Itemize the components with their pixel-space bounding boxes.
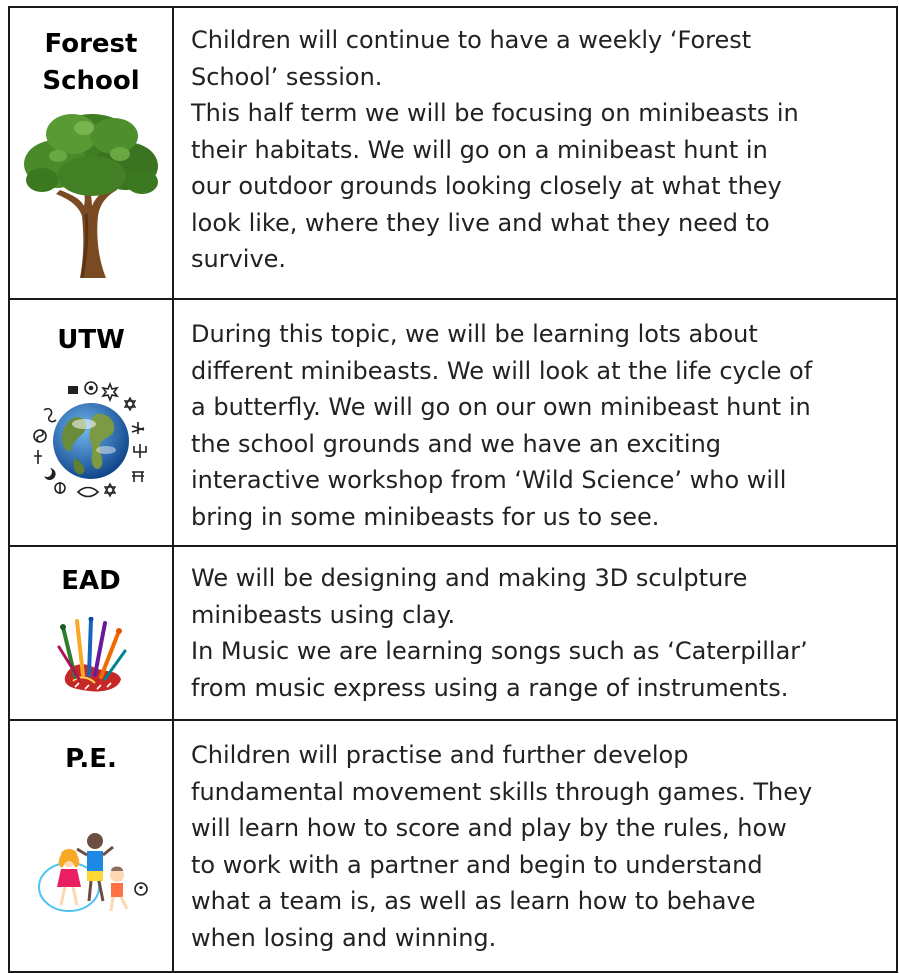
- description-cell: [174, 8, 896, 298]
- world-religions-globe-icon: [26, 376, 156, 506]
- subject-label: P.E.: [65, 744, 117, 774]
- description-cell: [174, 300, 896, 545]
- description-paragraph: We will be designing and making 3D sculpture minibeasts using clay.: [191, 564, 748, 629]
- description-cell: [174, 721, 896, 973]
- description-paragraph: In Music we are learning songs such as ‘Caterpillar’ from music express using a range of instruments.: [191, 637, 808, 702]
- table-row: [10, 547, 896, 721]
- subject-label: EAD: [61, 566, 121, 596]
- description-cell: [174, 547, 896, 719]
- subject-cell: [10, 8, 174, 298]
- table-row: [10, 721, 896, 973]
- table-row: [10, 300, 896, 547]
- subject-label: UTW: [57, 325, 125, 355]
- description-paragraph: This half term we will be focusing on minibeasts in their habitats. We will go on a minibeast hunt in our outdoor grounds looking closely at what they look like, where they live and what they need to survive.: [191, 99, 799, 273]
- subject-cell: [10, 300, 174, 545]
- subject-cell: [10, 547, 174, 719]
- tree-icon: [22, 106, 160, 278]
- art-supplies-icon: [55, 617, 127, 695]
- description-paragraph: During this topic, we will be learning lots about different minibeasts. We will look at the life cycle of a butterfly. We will go on our own minibeast hunt in the school grounds and we have an exciting interactive workshop from ‘Wild Science’ who will bring in some minibeasts for us to see.: [191, 320, 813, 531]
- table-row: [10, 8, 896, 300]
- description-paragraph: Children will continue to have a weekly ‘Forest School’ session.: [191, 26, 752, 91]
- description-paragraph: Children will practise and further develop fundamental movement skills through games. They will learn how to score and play by the rules, how to work with a partner and begin to understand what a team is, as well as learn how to behave when losing and winning.: [191, 741, 813, 952]
- children-playing-icon: [33, 829, 149, 915]
- curriculum-table: [8, 6, 898, 973]
- subject-cell: [10, 721, 174, 973]
- subject-label: Forest School: [42, 29, 140, 96]
